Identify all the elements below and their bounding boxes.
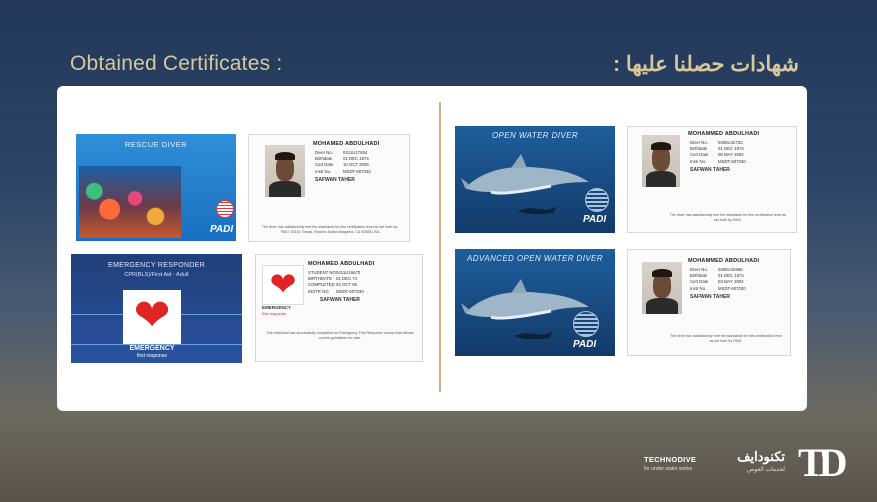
tagline-english: for under water works [644, 466, 693, 472]
efr-info-brand: EMERGENCY [262, 305, 292, 310]
padi-globe-icon [573, 311, 599, 337]
padi-globe-icon [216, 200, 234, 218]
certification-fine-print: The diver has satisfactorily met the standards for this certification level as set forth by PADI. [670, 334, 782, 343]
efr-header: EMERGENCY RESPONDER [108, 262, 205, 269]
diver-silhouette [513, 329, 553, 343]
efr-subheader: CPR(BLS)/First Aid - Adult [124, 272, 189, 278]
detail-row: Diver No. 0411U17934 [315, 150, 368, 155]
efr-brand-sub: first response [136, 353, 167, 359]
diver-photo [642, 135, 680, 187]
detail-row: Birthdate 01 DEC 1974 [315, 156, 369, 162]
brand-arabic: تكنودايف [737, 449, 785, 464]
diver-details [315, 150, 371, 175]
efr-logo-box [123, 290, 181, 344]
open-water-info-card [627, 126, 797, 233]
emergency-responder-info-card [255, 254, 423, 362]
detail-row: Instr No. MSDT-607030 [690, 285, 746, 291]
detail-row: Birthdate 01 DEC 1974 [690, 146, 744, 152]
efr-fine-print: The individual has successfully completed an Emergency First Response course that follows current guidelines for care. [266, 331, 414, 340]
instructor-signature: SAFWAN TAHER [690, 294, 730, 300]
certificates-panel [57, 86, 807, 411]
student-name: MOHAMED ABDULHADI [308, 261, 375, 267]
footer-brand [630, 440, 855, 489]
efr-info-brand-sub: first response [262, 311, 287, 316]
dolphin-image [461, 148, 591, 208]
detail-row: BIRTHDATE 01 DEC 74 [308, 276, 358, 282]
detail-row: Cert Date 10 OCT 2006 [315, 162, 369, 168]
diver-photo [642, 262, 682, 314]
rescue-diver-info-card [248, 134, 410, 242]
advanced-open-water-card [455, 249, 615, 356]
diver-details [690, 140, 746, 165]
padi-logo: PADI [573, 339, 597, 350]
padi-logo: PADI [583, 214, 607, 225]
detail-row: Instr No. MSDT-607030 [690, 158, 746, 164]
open-water-header: OPEN WATER DIVER [491, 131, 579, 140]
instructor-signature: SAFWAN TAHER [320, 297, 360, 303]
detail-row: COMPLETED04 OCT 06 [308, 282, 357, 288]
detail-row: Diver No. 0405U42666 [690, 267, 743, 272]
detail-row: INSTR NO MSDT-607030 [308, 288, 364, 294]
detail-row: Instr No. MSDT-607030 [315, 168, 371, 174]
instructor-signature: SAFWAN TAHER [690, 167, 730, 173]
certification-fine-print: The diver has satisfactorily met the standards for this certification level as set forth by: PADI, 30151 Tomas, Rancho Santa Margarita, CA 92688 USA [261, 225, 399, 234]
padi-logo: PADI [210, 224, 234, 235]
dolphin-image [461, 273, 591, 333]
detail-row: Birthdate 01 DEC 1974 [690, 273, 744, 279]
detail-row: STUDENT NO0411U16670 [308, 270, 361, 275]
open-water-diver-card [455, 126, 615, 233]
diver-details [690, 267, 746, 292]
efr-small-logo [262, 265, 304, 305]
technodive-logo: TD [798, 440, 842, 485]
diver-photo [265, 145, 305, 197]
emergency-responder-card [71, 254, 242, 363]
diver-silhouette [517, 204, 557, 218]
advanced-open-water-info-card [627, 249, 791, 356]
efr-brand: EMERGENCY [129, 345, 175, 352]
coral-reef-image [79, 166, 181, 238]
instructor-signature: SAFWAN TAHER [315, 177, 355, 183]
diver-name: MOHAMMED ABDULHADI [688, 258, 760, 264]
title-arabic: شهادات حصلنا عليها : [613, 53, 799, 76]
title-english: Obtained Certificates : [70, 52, 283, 75]
detail-row: Diver No. 0405U42732 [690, 140, 743, 145]
diver-name: MOHAMMED ABDULHADI [688, 131, 760, 137]
detail-row: Cert Date 05 MAY 2004 [690, 152, 744, 158]
heart-icon: ❤ [133, 291, 171, 340]
tagline-arabic: لخدمات الغوص [747, 467, 785, 473]
rescue-diver-card [76, 134, 236, 241]
panel-divider [439, 102, 441, 392]
student-details [308, 270, 364, 295]
detail-row: Cert Date 03 MAY 2004 [690, 279, 744, 285]
certification-fine-print: The diver has satisfactorily met the standards for this certification level as set forth by PADI. [669, 213, 787, 222]
diver-name: MOHAMED ABDULHADI [313, 141, 380, 147]
padi-globe-icon [585, 188, 609, 212]
advanced-open-water-header: ADVANCED OPEN WATER DIVER [467, 254, 603, 263]
brand-english: TECHNODIVE [644, 455, 697, 464]
heart-icon: ❤ [269, 266, 297, 302]
rescue-diver-header: RESCUE DIVER [124, 140, 188, 149]
